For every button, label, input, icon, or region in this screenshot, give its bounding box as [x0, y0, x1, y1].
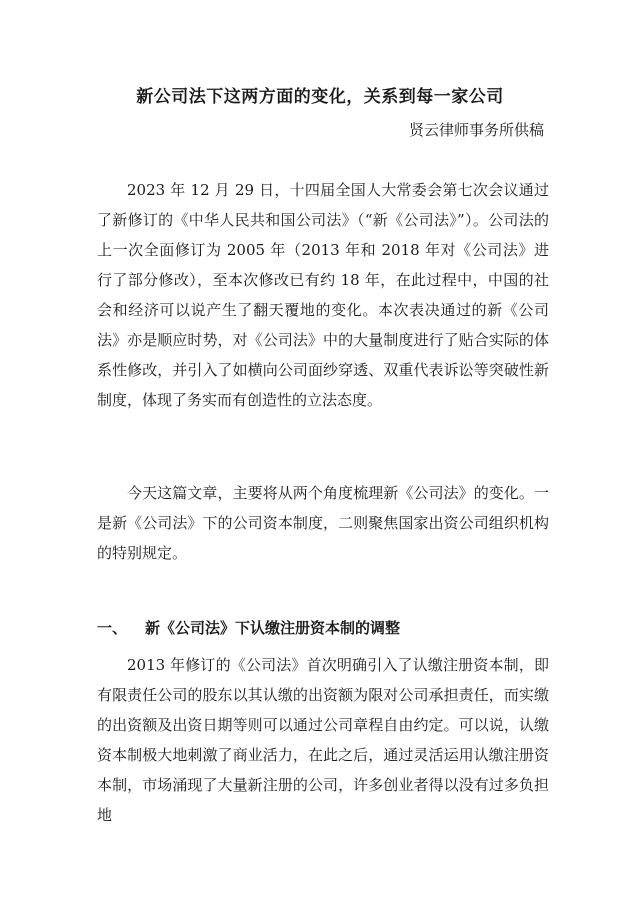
- section-number: 一、: [97, 619, 128, 637]
- section-heading: [97, 617, 400, 638]
- document-source: 贤云律师事务所供稿: [408, 121, 544, 139]
- section-paragraph: 2013 年修订的《公司法》首次明确引入了认缴注册资本制，即有限责任公司的股东以其认缴的出资额为限对公司承担责任，而实缴的出资额及出资日期等则可以通过公司章程自由约定。可以说，认缴资本制极大地刺激了商业活力，在此之后，通过灵活运用认缴注册资本制，市场涌现了大量新注册的公司，许多创业者得以没有过多负担地: [97, 656, 549, 824]
- section-title: 新《公司法》下认缴注册资本制的调整: [145, 619, 401, 637]
- intro-paragraph: 2023 年 12 月 29 日，十四届全国人大常委会第七次会议通过了新修订的《中华人民共和国公司法》（“新《公司法》”）。公司法的上一次全面修订为 2005 年（2013 年和 2018 年对《公司法》进行了部分修改），至本次修改已有约 18 年，在此过程中，中国的社会和经济可以说产生了翻天覆地的变化。本次表决通过的新《公司法》亦是顺应时势，对《公司法》中的大量制度进行了贴合实际的体系性修改，并引入了如横向公司面纱穿透、双重代表诉讼等突破性新制度，体现了务实而有创造性的立法态度。: [97, 181, 549, 409]
- overview-paragraph: 今天这篇文章，主要将从两个角度梳理新《公司法》的变化。一是新《公司法》下的公司资本制度，二则聚焦国家出资公司组织机构的特别规定。: [97, 484, 549, 562]
- document-title: 新公司法下这两方面的变化，关系到每一家公司: [136, 87, 504, 107]
